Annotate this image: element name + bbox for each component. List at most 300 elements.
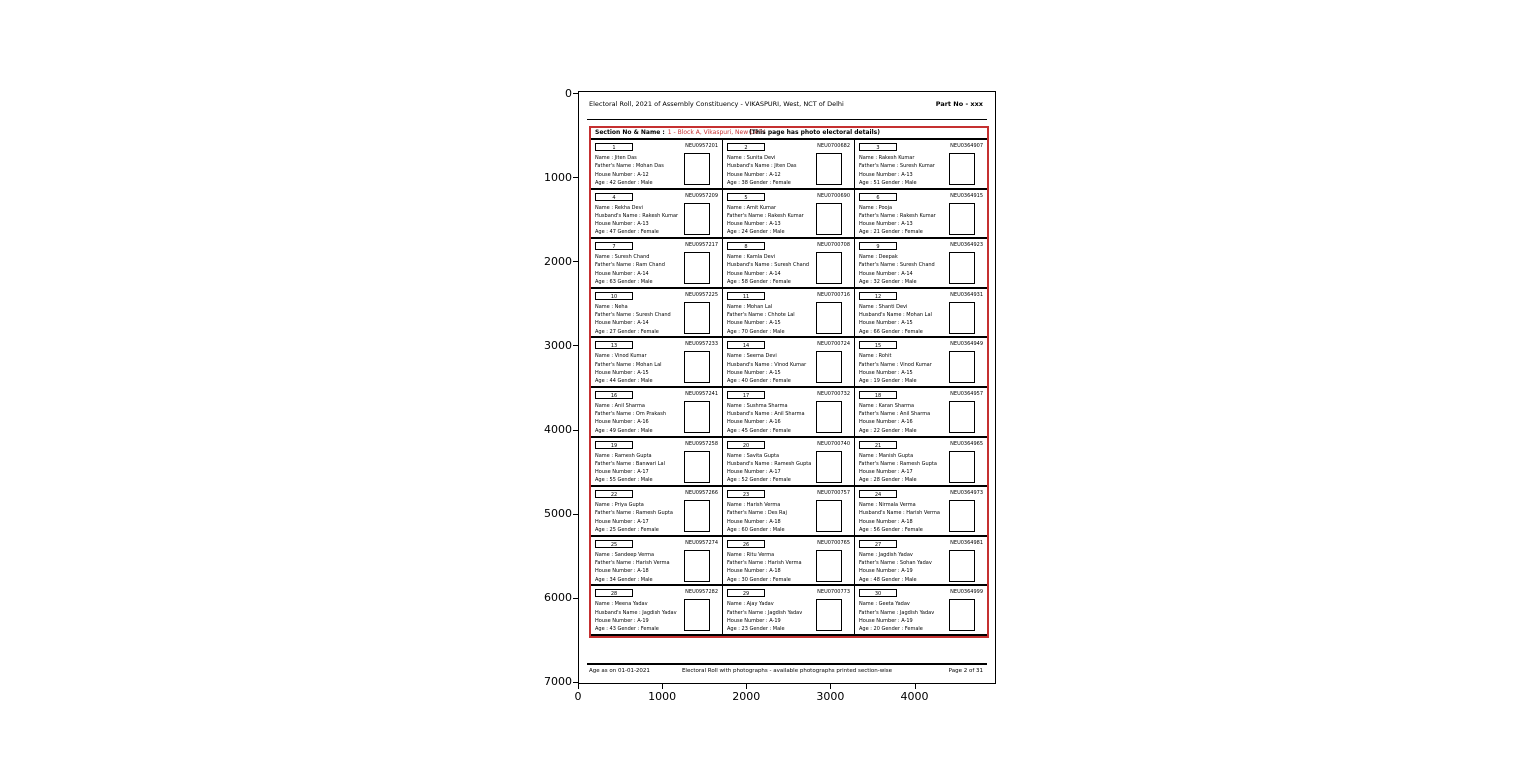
serial-number-box: 1 <box>595 143 633 151</box>
voter-house-line: House Number : A-19 <box>859 568 913 575</box>
epic-number: NEU0364931 <box>950 291 983 298</box>
voter-house-line: House Number : A-14 <box>859 270 913 277</box>
voter-relative-line: Father's Name : Ramesh Gupta <box>859 460 937 467</box>
serial-number-box: 2 <box>727 143 765 151</box>
voter-age-gender-line: Age : 47 Gender : Female <box>595 229 659 236</box>
voter-card <box>591 190 723 240</box>
voter-name-line: Name : Pooja <box>859 204 893 211</box>
photo-placeholder <box>684 599 710 631</box>
voter-details <box>727 501 817 534</box>
voter-details <box>727 352 817 385</box>
voter-details <box>727 402 817 435</box>
serial-number-box: 4 <box>595 193 633 201</box>
y-tick-label: 7000 <box>544 675 572 689</box>
voter-house-line: House Number : A-18 <box>727 518 781 525</box>
serial-number-box: 22 <box>595 490 633 498</box>
serial-number-box: 13 <box>595 341 633 349</box>
section-label: Section No & Name : <box>595 129 665 136</box>
voter-house-line: House Number : A-13 <box>859 221 913 228</box>
voter-house-line: House Number : A-18 <box>727 568 781 575</box>
voter-relative-line: Father's Name : Ramesh Gupta <box>595 510 673 517</box>
voter-house-line: House Number : A-15 <box>859 369 913 376</box>
photo-placeholder <box>949 451 975 483</box>
voter-card <box>855 289 987 339</box>
epic-number: NEU0364907 <box>950 143 983 149</box>
voter-details <box>727 600 817 633</box>
voter-details <box>727 154 817 187</box>
voter-house-line: House Number : A-19 <box>727 617 781 624</box>
voter-card <box>855 338 987 388</box>
x-tick-mark <box>830 684 831 689</box>
voter-house-line: House Number : A-16 <box>859 419 913 426</box>
voter-house-line: House Number : A-17 <box>859 469 913 476</box>
voter-card <box>591 487 723 537</box>
serial-number-box: 25 <box>595 540 633 548</box>
voter-details <box>859 253 949 286</box>
voter-relative-line: Father's Name : Mohan Lal <box>595 361 662 368</box>
voter-house-line: House Number : A-17 <box>727 469 781 476</box>
footer-divider <box>587 663 987 665</box>
voter-name-line: Name : Vinod Kumar <box>595 353 647 360</box>
voter-name-line: Name : Meena Yadav <box>595 601 648 608</box>
footer-note: Electoral Roll with photographs - available photographs printed section-wise <box>681 668 893 674</box>
serial-number-box: 15 <box>859 341 897 349</box>
voter-age-gender-line: Age : 58 Gender : Female <box>727 278 791 285</box>
voter-relative-line: Husband's Name : Rakesh Kumar <box>595 212 679 219</box>
photo-placeholder <box>949 203 975 235</box>
serial-number-box: 21 <box>859 441 897 449</box>
voter-age-gender-line: Age : 34 Gender : Male <box>595 576 653 583</box>
voter-age-gender-line: Age : 63 Gender : Male <box>595 278 653 285</box>
epic-number: NEU0957266 <box>685 490 718 497</box>
voter-name-line: Name : Harish Verma <box>727 502 781 509</box>
voter-name-line: Name : Ritu Verma <box>727 551 775 558</box>
voter-age-gender-line: Age : 49 Gender : Male <box>595 427 653 434</box>
voter-age-gender-line: Age : 19 Gender : Male <box>859 378 917 385</box>
serial-number-box: 27 <box>859 540 897 548</box>
photo-placeholder <box>684 252 710 284</box>
voter-age-gender-line: Age : 70 Gender : Male <box>727 328 785 335</box>
y-tick-label: 3000 <box>544 338 572 352</box>
x-tick-mark <box>578 684 579 689</box>
photo-placeholder <box>816 153 842 185</box>
voter-card <box>591 289 723 339</box>
voter-name-line: Name : Manish Gupta <box>859 452 914 459</box>
voter-card <box>855 140 987 190</box>
voter-card <box>591 438 723 488</box>
voter-details <box>859 551 949 584</box>
serial-number-box: 5 <box>727 193 765 201</box>
voter-house-line: House Number : A-18 <box>595 568 649 575</box>
voter-age-gender-line: Age : 23 Gender : Male <box>727 626 785 633</box>
voter-card <box>591 537 723 587</box>
voter-house-line: House Number : A-14 <box>595 320 649 327</box>
photo-placeholder <box>816 203 842 235</box>
x-tick-label: 1000 <box>648 690 677 703</box>
y-tick-label: 6000 <box>544 591 572 605</box>
y-tick-mark <box>573 177 578 178</box>
photo-placeholder <box>684 401 710 433</box>
photo-placeholder <box>684 351 710 383</box>
voter-relative-line: Husband's Name : Jiten Das <box>727 163 797 170</box>
voter-name-line: Name : Geeta Yadav <box>859 601 910 608</box>
voter-card <box>723 338 855 388</box>
voter-name-line: Name : Anil Sharma <box>595 402 645 409</box>
voter-details <box>859 600 949 633</box>
voter-house-line: House Number : A-15 <box>727 369 781 376</box>
voter-relative-line: Father's Name : Ram Chand <box>595 262 665 269</box>
voter-age-gender-line: Age : 21 Gender : Female <box>859 229 923 236</box>
voter-relative-line: Husband's Name : Mohan Lal <box>859 312 932 319</box>
serial-number-box: 17 <box>727 391 765 399</box>
serial-number-box: 24 <box>859 490 897 498</box>
voter-age-gender-line: Age : 51 Gender : Male <box>859 179 917 186</box>
y-tick-label: 1000 <box>544 170 572 184</box>
serial-number-box: 8 <box>727 242 765 250</box>
voter-age-gender-line: Age : 30 Gender : Female <box>727 576 791 583</box>
x-tick-mark <box>662 684 663 689</box>
voter-relative-line: Father's Name : Suresh Chand <box>859 262 935 269</box>
voter-name-line: Name : Sushma Sharma <box>727 402 788 409</box>
photo-placeholder <box>949 302 975 334</box>
photo-placeholder <box>684 153 710 185</box>
voter-name-line: Name : Jagdish Yadav <box>859 551 913 558</box>
y-tick-label: 0 <box>565 86 572 100</box>
photo-placeholder <box>816 302 842 334</box>
serial-number-box: 29 <box>727 589 765 597</box>
photo-placeholder <box>684 500 710 532</box>
footer-age-note: Age as on 01-01-2021 <box>589 668 650 674</box>
voter-name-line: Name : Amit Kumar <box>727 204 777 211</box>
voter-card <box>855 537 987 587</box>
photo-placeholder <box>684 302 710 334</box>
voter-relative-line: Father's Name : Banwari Lal <box>595 460 666 467</box>
voter-card <box>855 190 987 240</box>
voter-name-line: Name : Ajay Yadav <box>727 601 774 608</box>
voter-details <box>595 402 685 435</box>
epic-number: NEU0364957 <box>950 390 983 397</box>
voter-card <box>591 388 723 438</box>
epic-number: NEU0364949 <box>950 341 983 348</box>
y-tick-mark <box>573 598 578 599</box>
voter-card <box>723 487 855 537</box>
voter-name-line: Name : Rekha Devi <box>595 204 643 211</box>
epic-number: NEU0700732 <box>817 390 850 397</box>
photo-placeholder <box>949 401 975 433</box>
voter-name-line: Name : Deepak <box>859 254 898 261</box>
voter-name-line: Name : Seema Devi <box>727 353 777 360</box>
voter-relative-line: Father's Name : Chhote Lal <box>727 312 795 319</box>
voter-card <box>723 586 855 636</box>
photo-placeholder <box>684 203 710 235</box>
voter-name-line: Name : Sunita Devi <box>727 155 776 161</box>
voter-relative-line: Father's Name : Vinod Kumar <box>859 361 932 368</box>
y-tick-mark <box>573 514 578 515</box>
serial-number-box: 10 <box>595 292 633 300</box>
serial-number-box: 9 <box>859 242 897 250</box>
epic-number: NEU0700757 <box>817 490 850 497</box>
voter-age-gender-line: Age : 55 Gender : Male <box>595 477 653 484</box>
voter-house-line: House Number : A-15 <box>859 320 913 327</box>
voter-relative-line: Father's Name : Rakesh Kumar <box>727 212 804 219</box>
photo-placeholder <box>684 451 710 483</box>
voter-house-line: House Number : A-19 <box>595 617 649 624</box>
serial-number-box: 6 <box>859 193 897 201</box>
x-tick-label: 4000 <box>900 690 929 703</box>
voter-house-line: House Number : A-13 <box>859 171 913 178</box>
serial-number-box: 30 <box>859 589 897 597</box>
serial-number-box: 23 <box>727 490 765 498</box>
voter-house-line: House Number : A-13 <box>727 221 781 228</box>
x-tick-label: 0 <box>574 690 582 703</box>
voter-relative-line: Father's Name : Jagdish Yadav <box>859 609 935 616</box>
voter-details <box>859 204 949 237</box>
voter-relative-line: Father's Name : Des Raj <box>727 510 787 517</box>
voter-age-gender-line: Age : 25 Gender : Female <box>595 526 659 533</box>
epic-number: NEU0957201 <box>685 143 718 149</box>
section-value: 1 - Block A, Vikaspuri, New Delhi <box>667 129 766 136</box>
voter-details <box>595 352 685 385</box>
voter-details <box>859 452 949 485</box>
photo-placeholder <box>949 153 975 185</box>
voter-age-gender-line: Age : 22 Gender : Male <box>859 427 917 434</box>
voter-card <box>723 438 855 488</box>
voter-age-gender-line: Age : 45 Gender : Female <box>727 427 791 434</box>
voter-age-gender-line: Age : 38 Gender : Female <box>727 179 791 186</box>
voter-details <box>727 452 817 485</box>
voter-house-line: House Number : A-15 <box>595 369 649 376</box>
x-tick-mark <box>746 684 747 689</box>
photo-placeholder <box>816 451 842 483</box>
photo-placeholder <box>816 252 842 284</box>
photo-placeholder <box>684 550 710 582</box>
y-tick-label: 5000 <box>544 507 572 521</box>
header-divider <box>587 119 987 120</box>
voter-name-line: Name : Suresh Chand <box>595 254 650 261</box>
section-header <box>591 128 987 138</box>
voter-age-gender-line: Age : 28 Gender : Male <box>859 477 917 484</box>
epic-number: NEU0957209 <box>685 192 718 199</box>
voter-details <box>859 303 949 336</box>
voter-house-line: House Number : A-16 <box>595 419 649 426</box>
voter-name-line: Name : Rohit <box>859 353 892 360</box>
voter-details <box>595 253 685 286</box>
voter-relative-line: Father's Name : Sohan Yadav <box>859 560 932 567</box>
voter-relative-line: Father's Name : Mohan Das <box>595 163 664 170</box>
voter-house-line: House Number : A-17 <box>595 518 649 525</box>
voter-relative-line: Father's Name : Jagdish Yadav <box>727 609 803 616</box>
epic-number: NEU0700724 <box>817 341 850 348</box>
voter-name-line: Name : Nirmala Verma <box>859 502 916 509</box>
y-tick-label: 2000 <box>544 254 572 268</box>
voter-age-gender-line: Age : 48 Gender : Male <box>859 576 917 583</box>
voter-card <box>723 190 855 240</box>
document-header-title: Electoral Roll, 2021 of Assembly Constituency - VIKASPURI, West, NCT of Delhi <box>589 100 844 108</box>
voter-card <box>723 537 855 587</box>
epic-number: NEU0957241 <box>685 390 718 397</box>
voter-house-line: House Number : A-16 <box>727 419 781 426</box>
x-tick-mark <box>915 684 916 689</box>
epic-number: NEU0700773 <box>817 589 850 596</box>
voter-card <box>591 140 723 190</box>
voter-card <box>723 140 855 190</box>
voter-house-line: House Number : A-12 <box>727 171 781 178</box>
photo-placeholder <box>949 252 975 284</box>
voter-age-gender-line: Age : 40 Gender : Female <box>727 378 791 385</box>
serial-number-box: 14 <box>727 341 765 349</box>
photo-placeholder <box>816 401 842 433</box>
voter-house-line: House Number : A-12 <box>595 171 649 178</box>
y-tick-mark <box>573 430 578 431</box>
epic-number: NEU0700765 <box>817 539 850 546</box>
voter-details <box>859 154 949 187</box>
voter-details <box>727 253 817 286</box>
voter-name-line: Name : Ramesh Gupta <box>595 452 652 459</box>
epic-number: NEU0700690 <box>817 192 850 199</box>
epic-number: NEU0700682 <box>817 143 850 149</box>
serial-number-box: 26 <box>727 540 765 548</box>
y-tick-mark <box>573 93 578 94</box>
voter-age-gender-line: Age : 56 Gender : Female <box>859 526 923 533</box>
y-tick-mark <box>573 261 578 262</box>
voter-card <box>855 586 987 636</box>
voter-relative-line: Husband's Name : Ramesh Gupta <box>727 460 812 467</box>
voter-details <box>595 501 685 534</box>
voter-age-gender-line: Age : 42 Gender : Male <box>595 179 653 186</box>
voter-details <box>727 303 817 336</box>
voter-details <box>859 501 949 534</box>
voter-house-line: House Number : A-18 <box>859 518 913 525</box>
voter-name-line: Name : Jiten Das <box>595 155 637 161</box>
voter-details <box>595 551 685 584</box>
serial-number-box: 18 <box>859 391 897 399</box>
voter-name-line: Name : Shanti Devi <box>859 303 908 310</box>
voter-age-gender-line: Age : 43 Gender : Female <box>595 626 659 633</box>
photo-placeholder <box>949 599 975 631</box>
voter-house-line: House Number : A-17 <box>595 469 649 476</box>
serial-number-box: 28 <box>595 589 633 597</box>
serial-number-box: 20 <box>727 441 765 449</box>
epic-number: NEU0364973 <box>950 490 983 497</box>
voter-details <box>595 452 685 485</box>
voter-details <box>859 402 949 435</box>
voter-house-line: House Number : A-13 <box>595 221 649 228</box>
photo-placeholder <box>816 599 842 631</box>
epic-number: NEU0364965 <box>950 440 983 447</box>
voter-card <box>591 338 723 388</box>
voter-age-gender-line: Age : 27 Gender : Female <box>595 328 659 335</box>
epic-number: NEU0364915 <box>950 192 983 199</box>
voter-relative-line: Husband's Name : Jagdish Yadav <box>595 609 677 616</box>
voter-name-line: Name : Savita Gupta <box>727 452 780 459</box>
voter-relative-line: Father's Name : Suresh Kumar <box>859 163 935 170</box>
voter-name-line: Name : Priya Gupta <box>595 502 644 509</box>
voter-card <box>591 586 723 636</box>
section-note: (This page has photo electoral details) <box>749 129 880 136</box>
epic-number: NEU0364981 <box>950 539 983 546</box>
voter-details <box>595 154 685 187</box>
serial-number-box: 16 <box>595 391 633 399</box>
voter-relative-line: Husband's Name : Suresh Chand <box>727 262 810 269</box>
epic-number: NEU0700708 <box>817 242 850 249</box>
voter-house-line: House Number : A-19 <box>859 617 913 624</box>
voter-details <box>727 204 817 237</box>
voter-relative-line: Husband's Name : Anil Sharma <box>727 411 805 418</box>
voter-age-gender-line: Age : 44 Gender : Male <box>595 378 653 385</box>
voter-relative-line: Father's Name : Anil Sharma <box>859 411 931 418</box>
voter-card <box>723 239 855 289</box>
epic-number: NEU0957274 <box>685 539 718 546</box>
photo-placeholder <box>816 550 842 582</box>
voter-relative-line: Husband's Name : Vinod Kumar <box>727 361 807 368</box>
voter-details <box>859 352 949 385</box>
photo-placeholder <box>949 351 975 383</box>
voter-card <box>855 239 987 289</box>
photo-placeholder <box>816 351 842 383</box>
voter-card <box>855 487 987 537</box>
voter-name-line: Name : Mohan Lal <box>727 303 773 310</box>
y-tick-mark <box>573 345 578 346</box>
voter-card <box>723 289 855 339</box>
voter-relative-line: Father's Name : Rakesh Kumar <box>859 212 936 219</box>
document-header-part-no: Part No - xxx <box>935 100 983 108</box>
x-tick-label: 2000 <box>732 690 761 703</box>
voter-card <box>591 239 723 289</box>
voter-relative-line: Father's Name : Suresh Chand <box>595 312 671 319</box>
voter-card <box>723 388 855 438</box>
x-tick-label: 3000 <box>816 690 845 703</box>
voter-age-gender-line: Age : 20 Gender : Female <box>859 626 923 633</box>
voter-relative-line: Father's Name : Harish Verma <box>595 560 670 567</box>
voter-age-gender-line: Age : 52 Gender : Female <box>727 477 791 484</box>
voter-details <box>595 303 685 336</box>
voter-relative-line: Husband's Name : Harish Verma <box>859 510 940 517</box>
epic-number: NEU0957217 <box>685 242 718 249</box>
epic-number: NEU0957225 <box>685 291 718 298</box>
voter-details <box>595 204 685 237</box>
serial-number-box: 11 <box>727 292 765 300</box>
voter-details <box>595 600 685 633</box>
serial-number-box: 7 <box>595 242 633 250</box>
voter-name-line: Name : Rakesh Kumar <box>859 155 915 161</box>
voter-relative-line: Father's Name : Harish Verma <box>727 560 802 567</box>
epic-number: NEU0957282 <box>685 589 718 596</box>
photo-placeholder <box>816 500 842 532</box>
voter-details <box>727 551 817 584</box>
voter-name-line: Name : Karan Sharma <box>859 402 915 409</box>
photo-placeholder <box>949 500 975 532</box>
voter-card <box>855 388 987 438</box>
epic-number: NEU0957233 <box>685 341 718 348</box>
voter-age-gender-line: Age : 24 Gender : Male <box>727 229 785 236</box>
voter-age-gender-line: Age : 66 Gender : Female <box>859 328 923 335</box>
serial-number-box: 3 <box>859 143 897 151</box>
axes-frame <box>578 91 996 684</box>
voter-house-line: House Number : A-14 <box>727 270 781 277</box>
epic-number: NEU0700716 <box>817 291 850 298</box>
voter-name-line: Name : Neha <box>595 303 628 310</box>
voter-name-line: Name : Sandeep Verma <box>595 551 655 558</box>
epic-number: NEU0700740 <box>817 440 850 447</box>
voter-name-line: Name : Kamla Devi <box>727 254 776 261</box>
voter-age-gender-line: Age : 60 Gender : Male <box>727 526 785 533</box>
voter-house-line: House Number : A-14 <box>595 270 649 277</box>
voter-age-gender-line: Age : 32 Gender : Male <box>859 278 917 285</box>
epic-number: NEU0364923 <box>950 242 983 249</box>
voter-grid-outline <box>589 126 989 638</box>
epic-number: NEU0957258 <box>685 440 718 447</box>
epic-number: NEU0364999 <box>950 589 983 596</box>
